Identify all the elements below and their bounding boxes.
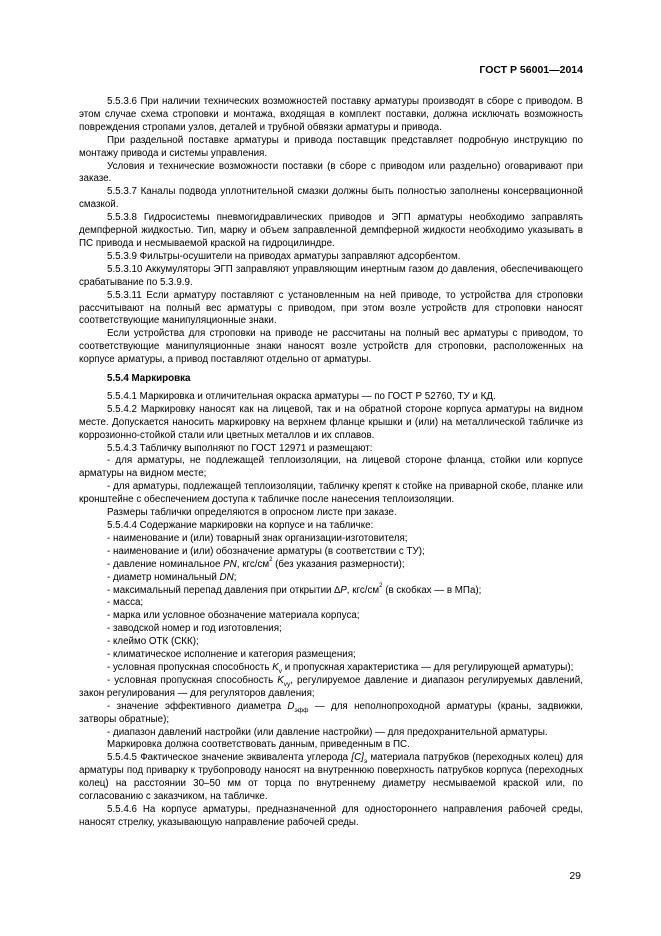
list-item-nominal-pressure: - давление номинальное PN, кгс/$см^2$ (без указания размерности); xyxy=(107,557,405,570)
paragraph-5539: 5.5.3.9 Фильтры-осушители на приводах арматуры заправляют адсорбентом. xyxy=(107,250,461,262)
section-title-554: 5.5.4 Маркировка xyxy=(107,373,191,385)
list-item-serial-number: - заводской номер и год изготовления; xyxy=(107,623,282,635)
symbol-dn: DN xyxy=(219,571,234,583)
paragraph-5543: 5.5.4.3 Табличку выполняют по ГОСТ 12971 и размещают: xyxy=(107,442,373,454)
list-item-flow-capacity-regulators: - условная пропускная способность $K_{vy}$, регулируемое давление и диапазон регулируемых давлений, закон регулирования — для регуляторов давления; xyxy=(79,674,583,699)
symbol-kvy: K xyxy=(277,674,284,686)
paragraph-5541: 5.5.4.1 Маркировка и отличительная окраска арматуры — по ГОСТ Р 52760, ТУ и КД. xyxy=(107,390,496,402)
list-item-setting-pressure: - диапазон давлений настройки (или давление настройки) — для предохранительной арматуры. xyxy=(107,726,548,738)
paragraph-5545: 5.5.4.5 Фактическое значение эквивалента углерода $[C]_э$ материала патрубков (переходных колец) для арматуры под приварку к трубопроводу наносят на внутреннюю поверхность патрубков корпуса (переходных колец) на расстоянии 30–50 мм от торца по внутреннему диаметру несмываемой краской или, по согласованию с заказчиком, на табличке. xyxy=(79,752,583,803)
symbol-pn: PN xyxy=(223,558,237,570)
list-item-designation: - наименование и (или) обозначение арматуры (в соответствии с ТУ); xyxy=(107,545,425,557)
document-body xyxy=(79,96,583,830)
list-item-insulation: - для арматуры, подлежащей теплоизоляции, табличку крепят к стойке на приварной скобе, планке или кронштейне с обеспечением доступа к табличке после нанесения теплоизоляции. xyxy=(79,481,583,506)
list-item-flow-capacity: - условная пропускная способность $K_v$ и пропускная характеристика — для регулирующей арматуры); xyxy=(107,661,574,675)
paragraph-5546: 5.5.4.6 На корпусе арматуры, предназначенной для одностороннего направления рабочей среды, наносят стрелку, указывающую направление рабочей среды. xyxy=(79,803,583,828)
paragraph-55310: 5.5.3.10 Аккумуляторы ЭГП заправляют управляющим инертным газом до давления, обеспечивающего срабатывание по 5.3.9.9. xyxy=(79,263,583,288)
symbol-carbon-equivalent: [C] xyxy=(351,752,364,764)
paragraph-5544: 5.5.4.4 Содержание маркировки на корпусе и на табличке: xyxy=(107,520,374,531)
paragraph-5542: 5.5.4.2 Маркировку наносят как на лицевой, так и на обратной стороне корпуса арматуры на видном месте. Допускается наносить маркировку на верхнем фланце крышки и (или) на металлической табличке из коррозионно-стойкой стали или цветных металлов и их сплавов. xyxy=(79,403,583,441)
list-item-no-insulation: - для арматуры, не подлежащей теплоизоляции, на лицевой стороне фланца, стойки или корпусе арматуры на видном месте; xyxy=(79,455,583,480)
document-code-header: ГОСТ Р 56001—2014 xyxy=(479,64,583,76)
paragraph-5538: 5.5.3.8 Гидросистемы пневмогидравлических приводов и ЭГП арматуры необходимо заправлять демпферной жидкостью. Тип, марку и объем заправленной демпферной жидкости необходимо указывать в ПС привода и несмываемой краской на гидроцилиндре. xyxy=(79,212,583,249)
list-item-effective-diameter: - значение эффективного диаметра $D_{эфф}$ — для неполнопроходной арматуры (краны, задвижки, затворы обратные); xyxy=(79,700,583,725)
list-item-pressure-drop: - максимальный перепад давления при открытии ∆P, кгс/$см^2$ (в скобках — в МПа); xyxy=(107,583,482,596)
paragraph-5536: 5.5.3.6 При наличии технических возможностей поставку арматуры производят в сборе с приводом. В этом случае схема строповки и монтажа, входящая в комплект поставки, должна исключать возможность повреждения стропами узлов, деталей и трубной обвязки арматуры и привода. xyxy=(79,96,583,133)
list-item-climate: - климатическое исполнение и категория размещения; xyxy=(107,649,356,661)
list-item-material: - марка или условное обозначение материала корпуса; xyxy=(107,610,360,622)
paragraph-slinging-devices: Если устройства для строповки на приводе не рассчитаны на полный вес арматуры с приводом, то соответствующие манипуляционные знаки наносят возле устройств для строповки, расположенных на корпусе арматуры, а привод поставляют отдельно от арматуры. xyxy=(79,328,583,366)
list-item-mass: - масса; xyxy=(107,597,144,609)
list-item-otk-stamp: - клеймо ОТК (СКК); xyxy=(107,636,199,648)
paragraph-separate-delivery: При раздельной поставке арматуры и привода поставщик представляет подробную инструкцию по монтажу привода и системы управления. xyxy=(79,134,583,159)
list-item-manufacturer: - наименование и (или) товарный знак организации-изготовителя; xyxy=(107,532,408,544)
symbol-d-eff: D xyxy=(287,700,295,712)
paragraph-marking-ps: Маркировка должна соответствовать данным, приведенным в ПС. xyxy=(107,739,410,751)
paragraph-plate-size: Размеры таблички определяются в опросном листе при заказе. xyxy=(107,507,397,519)
paragraph-5537: 5.5.3.7 Каналы подвода уплотнительной смазки должны быть полностью заполнены консервационной смазкой. xyxy=(79,186,583,211)
list-item-nominal-diameter: - диаметр номинальный DN; xyxy=(107,571,237,583)
paragraph-delivery-conditions: Условия и технические возможности поставки (в сборе с приводом или раздельно) оговаривают при заказе. xyxy=(79,160,583,185)
symbol-delta-p: ∆P xyxy=(334,584,347,596)
paragraph-55311: 5.5.3.11 Если арматуру поставляют с установленным на ней приводе, то устройства для строповки рассчитывают на полный вес арматуры с приводом, при этом возле устройств для строповки наносят соответствующие манипуляционные знаки. xyxy=(79,289,583,327)
symbol-kv: K xyxy=(272,661,279,673)
page-number: 29 xyxy=(569,870,581,882)
